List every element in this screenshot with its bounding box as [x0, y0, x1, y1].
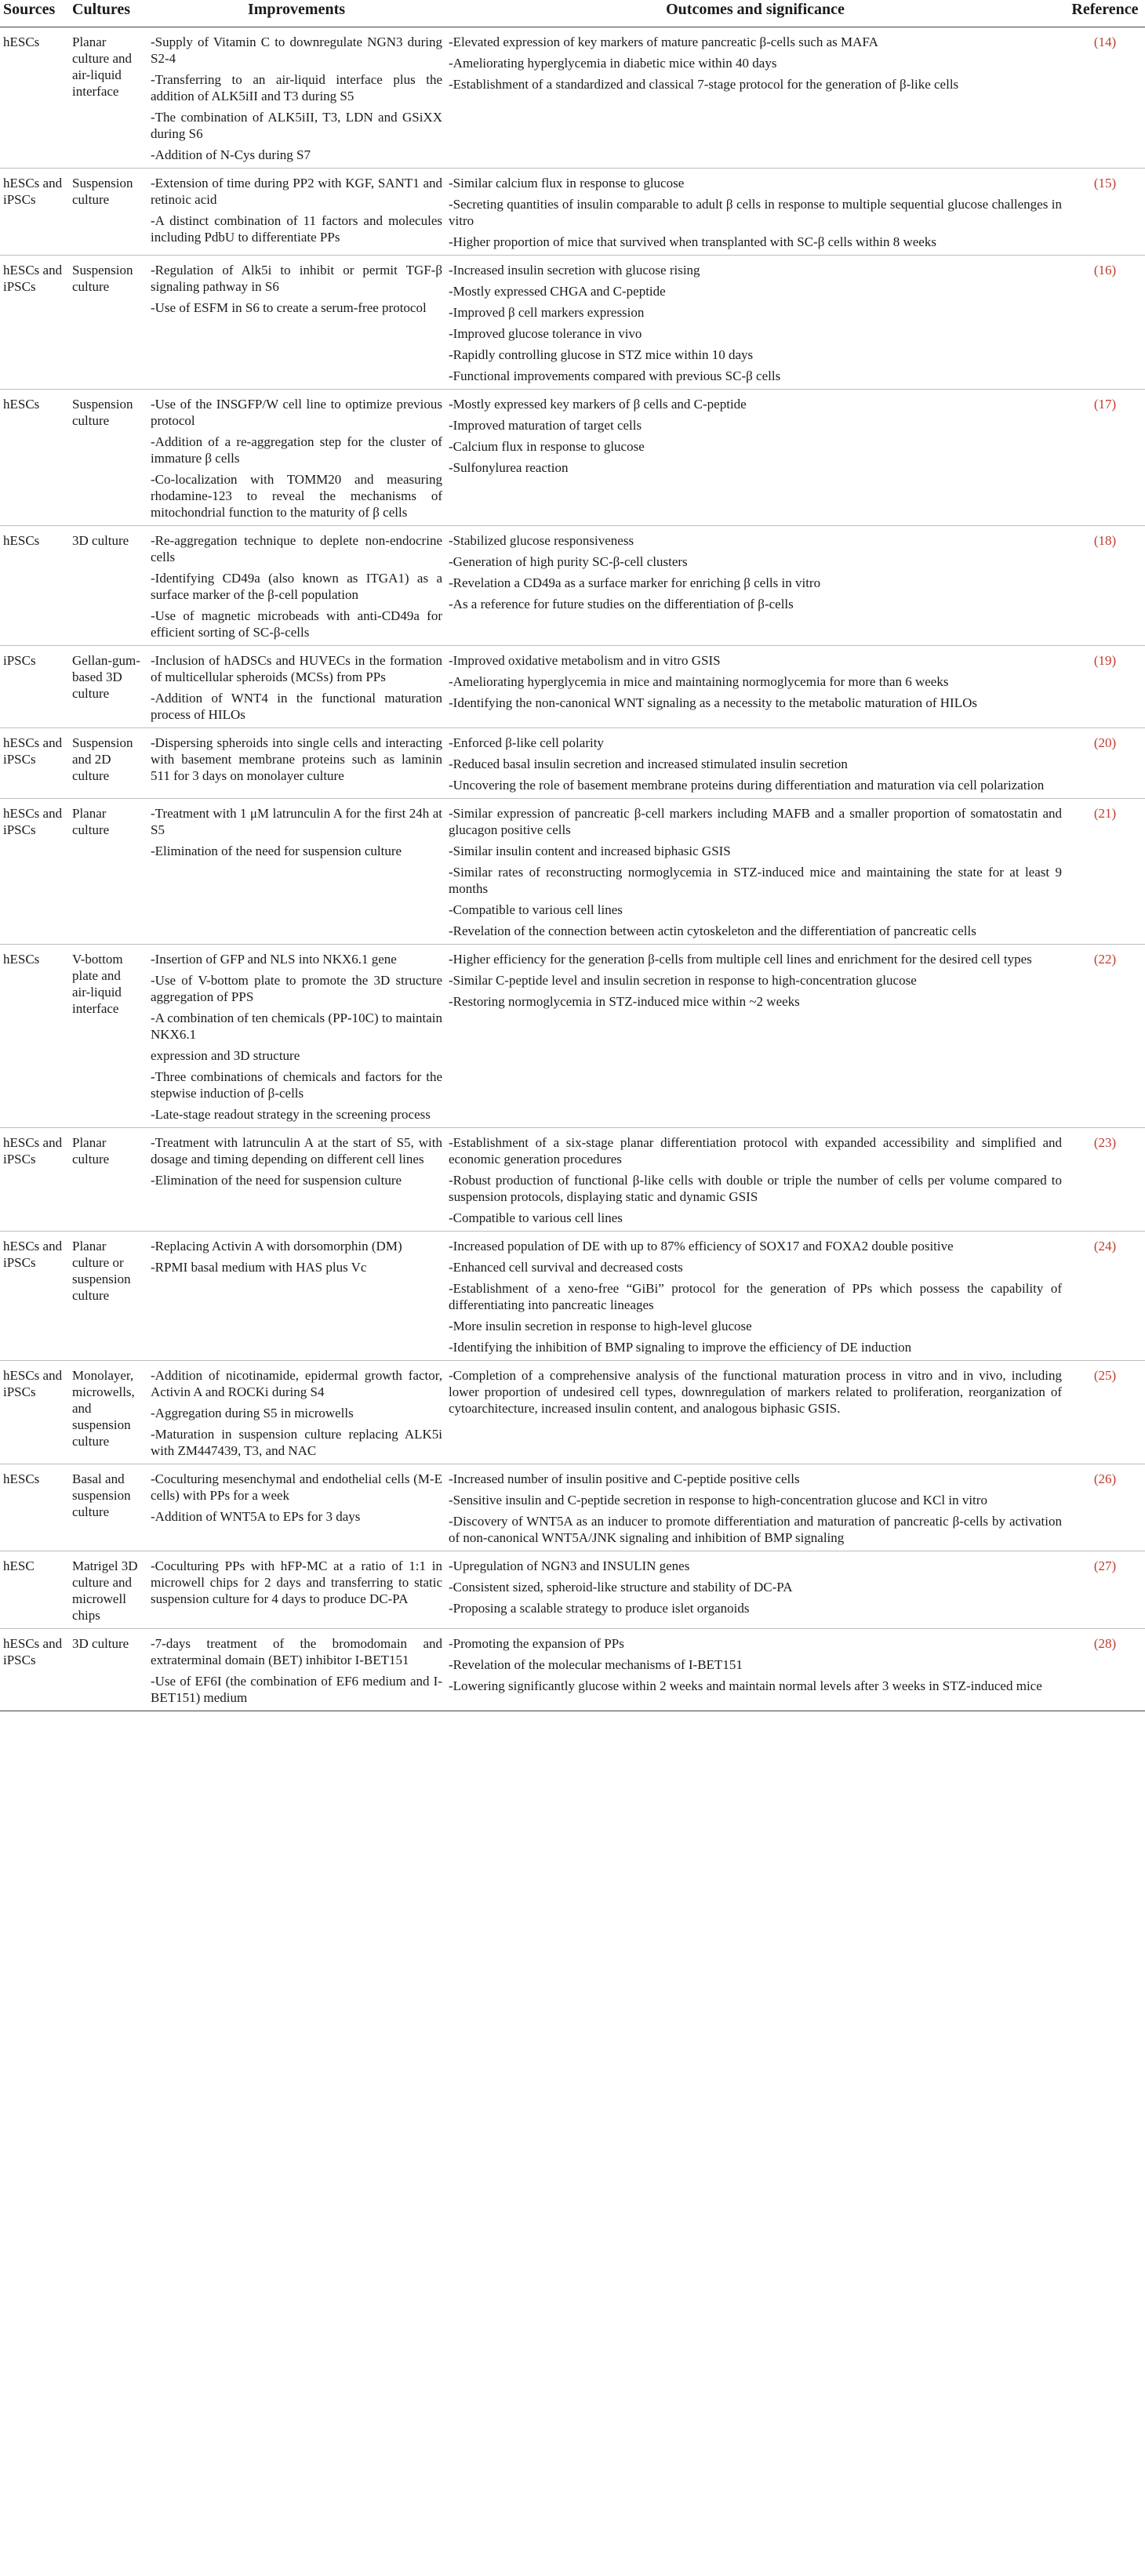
outcomes-cell: [445, 1361, 1065, 1464]
culture-cell: 3D culture: [72, 533, 129, 548]
table-row: [0, 1128, 1145, 1232]
outcome-item: -Improved glucose tolerance in vivo: [449, 326, 642, 341]
improvements-cell: [147, 1464, 445, 1551]
table-row: [0, 1232, 1145, 1361]
outcome-item: -Rapidly controlling glucose in STZ mice within 10 days: [449, 347, 754, 362]
reference-link[interactable]: (19): [1093, 653, 1117, 668]
table-row: [0, 1464, 1145, 1551]
outcome-item: -Similar insulin content and increased biphasic GSIS: [449, 844, 731, 858]
outcome-item: -Establishment of a six-stage planar differentiation protocol with expanded accessibility and simplified and economic generation procedures: [449, 1135, 1062, 1166]
source-cell: hESCs: [3, 533, 40, 548]
improvement-item: -Transferring to an air-liquid interface plus the addition of ALK5iII and T3 during S5: [151, 72, 442, 103]
improvement-item: -Treatment with 1 μM latrunculin A for the first 24h at S5: [151, 806, 442, 837]
reference-link[interactable]: (15): [1093, 176, 1117, 190]
outcome-item: -Discovery of WNT5A as an inducer to promote differentiation and maturation of pancreatic β-cells by activation of non-canonical WNT5A/JNK signaling and inhibition of BMP signaling: [449, 1514, 1062, 1545]
outcome-item: -Similar C-peptide level and insulin secretion in response to high-concentration glucose: [449, 973, 917, 988]
header-reference: Reference: [1065, 0, 1145, 27]
improvement-item: -Supply of Vitamin C to downregulate NGN3 during S2-4: [151, 34, 442, 66]
culture-cell: Planar culture or suspension culture: [72, 1239, 131, 1303]
improvements-cell: [147, 1629, 445, 1711]
improvement-item: -Replacing Activin A with dorsomorphin (DM): [151, 1239, 402, 1254]
outcome-item: -Proposing a scalable strategy to produce islet organoids: [449, 1601, 750, 1616]
improvement-item: -Use of EF6I (the combination of EF6 medium and I-BET151) medium: [151, 1674, 442, 1705]
outcome-item: -Elevated expression of key markers of mature pancreatic β-cells such as MAFA: [449, 34, 878, 49]
reference-link[interactable]: (27): [1093, 1558, 1117, 1573]
outcome-item: -Upregulation of NGN3 and INSULIN genes: [449, 1558, 690, 1573]
source-cell: hESCs: [3, 1471, 40, 1486]
improvement-item: -RPMI basal medium with HAS plus Vc: [151, 1260, 367, 1275]
improvement-item: -Use of V-bottom plate to promote the 3D structure aggregation of PPS: [151, 973, 442, 1004]
reference-link[interactable]: (21): [1093, 806, 1117, 821]
culture-cell: Planar culture and air-liquid interface: [72, 34, 132, 99]
improvement-item: -Elimination of the need for suspension culture: [151, 1173, 402, 1188]
outcome-item: -Similar rates of reconstructing normoglycemia in STZ-induced mice and maintaining the state for at least 9 months: [449, 865, 1062, 896]
table-row: [0, 1629, 1145, 1711]
improvement-item: -Late-stage readout strategy in the screening process: [151, 1107, 431, 1122]
outcome-item: -Restoring normoglycemia in STZ-induced mice within ~2 weeks: [449, 994, 800, 1009]
improvements-cell: [147, 1361, 445, 1464]
table-row: [0, 1361, 1145, 1464]
outcome-item: -Improved maturation of target cells: [449, 418, 642, 433]
outcomes-cell: [445, 1629, 1065, 1711]
source-cell: hESCs and iPSCs: [3, 735, 63, 767]
improvements-cell: [147, 1128, 445, 1232]
improvement-item: -Treatment with latrunculin A at the start of S5, with dosage and timing depending on different cell lines: [151, 1135, 442, 1166]
table-row: [0, 169, 1145, 256]
culture-cell: Suspension culture: [72, 397, 133, 428]
improvement-item: -Coculturing mesenchymal and endothelial cells (M-E cells) with PPs for a week: [151, 1471, 442, 1503]
table-row: [0, 256, 1145, 390]
outcomes-cell: [445, 526, 1065, 646]
improvement-item: -Coculturing PPs with hFP-MC at a ratio of 1:1 in microwell chips for 2 days and transferring to static suspension culture for 4 days to produce DC-PA: [151, 1558, 442, 1606]
outcome-item: -Compatible to various cell lines: [449, 902, 623, 917]
header-outcomes: Outcomes and significance: [445, 0, 1065, 27]
improvement-item: -Aggregation during S5 in microwells: [151, 1406, 354, 1420]
outcomes-cell: [445, 1551, 1065, 1629]
outcome-item: -Increased number of insulin positive and C-peptide positive cells: [449, 1471, 800, 1486]
source-cell: hESCs and iPSCs: [3, 1636, 63, 1667]
culture-cell: V-bottom plate and air-liquid interface: [72, 952, 123, 1016]
reference-link[interactable]: (20): [1093, 735, 1117, 750]
culture-cell: Planar culture: [72, 1135, 110, 1166]
header-row: [0, 0, 1145, 27]
improvements-cell: [147, 390, 445, 526]
reference-link[interactable]: (24): [1093, 1239, 1117, 1254]
outcome-item: -Increased population of DE with up to 87% efficiency of SOX17 and FOXA2 double positive: [449, 1239, 954, 1254]
source-cell: iPSCs: [3, 653, 36, 668]
culture-cell: Suspension and 2D culture: [72, 735, 133, 783]
outcome-item: -Lowering significantly glucose within 2 weeks and maintain normal levels after 3 weeks in STZ-induced mice: [449, 1678, 1042, 1693]
outcomes-cell: [445, 1128, 1065, 1232]
improvement-item: -Identifying CD49a (also known as ITGA1) as a surface marker of the β-cell population: [151, 571, 442, 602]
reference-link[interactable]: (18): [1093, 533, 1117, 548]
outcome-item: -Establishment of a standardized and classical 7-stage protocol for the generation of β-like cells: [449, 77, 959, 92]
improvement-item: -Addition of nicotinamide, epidermal growth factor, Activin A and ROCKi during S4: [151, 1368, 442, 1399]
table-header: [0, 0, 1145, 27]
outcome-item: -Compatible to various cell lines: [449, 1210, 623, 1225]
outcome-item: -Increased insulin secretion with glucose rising: [449, 263, 700, 278]
outcome-item: -Sulfonylurea reaction: [449, 460, 569, 475]
improvement-item: -Dispersing spheroids into single cells and interacting with basement membrane proteins such as laminin 511 for 3 days on monolayer culture: [151, 735, 442, 783]
outcomes-cell: [445, 169, 1065, 256]
table-row: [0, 799, 1145, 945]
improvement-item: -Use of the INSGFP/W cell line to optimize previous protocol: [151, 397, 442, 428]
improvement-item: -A combination of ten chemicals (PP-10C) to maintain NKX6.1: [151, 1010, 442, 1042]
outcomes-cell: [445, 1232, 1065, 1361]
table-row: [0, 390, 1145, 526]
outcome-item: -Ameliorating hyperglycemia in diabetic mice within 40 days: [449, 56, 777, 71]
source-cell: hESC: [3, 1558, 35, 1573]
source-cell: hESCs and iPSCs: [3, 263, 63, 294]
outcome-item: -Revelation of the molecular mechanisms of I-BET151: [449, 1657, 743, 1672]
outcomes-cell: [445, 390, 1065, 526]
outcome-item: -Identifying the inhibition of BMP signaling to improve the efficiency of DE induction: [449, 1340, 912, 1355]
improvements-cell: [147, 799, 445, 945]
header-sources: Sources: [0, 0, 69, 27]
outcome-item: -Sensitive insulin and C-peptide secretion in response to high-concentration glucose and KCl in vitro: [449, 1493, 987, 1508]
improvements-cell: [147, 256, 445, 390]
outcome-item: -Stabilized glucose responsiveness: [449, 533, 634, 548]
source-cell: hESCs: [3, 34, 40, 49]
outcome-item: -Reduced basal insulin secretion and increased stimulated insulin secretion: [449, 756, 848, 771]
source-cell: hESCs and iPSCs: [3, 1135, 63, 1166]
reference-link[interactable]: (25): [1093, 1368, 1117, 1383]
outcome-item: -Higher efficiency for the generation β-cells from multiple cell lines and enrichment for the desired cell types: [449, 952, 1032, 967]
improvement-item: expression and 3D structure: [151, 1048, 300, 1063]
improvement-item: -Inclusion of hADSCs and HUVECs in the formation of multicellular spheroids (MCSs) from PPs: [151, 653, 442, 684]
reference-link[interactable]: (26): [1093, 1471, 1117, 1486]
culture-cell: Basal and suspension culture: [72, 1471, 131, 1519]
reference-link[interactable]: (17): [1093, 397, 1117, 412]
table-body: [0, 27, 1145, 1711]
outcome-item: -Revelation a CD49a as a surface marker for enriching β cells in vitro: [449, 575, 821, 590]
table-row: [0, 526, 1145, 646]
outcome-item: -Mostly expressed CHGA and C-peptide: [449, 284, 666, 299]
improvement-item: -The combination of ALK5iII, T3, LDN and GSiXX during S6: [151, 110, 442, 141]
improvements-cell: [147, 169, 445, 256]
table-row: [0, 728, 1145, 799]
improvements-cell: [147, 27, 445, 169]
reference-link[interactable]: (16): [1093, 263, 1117, 278]
outcome-item: -Functional improvements compared with previous SC-β cells: [449, 368, 781, 383]
improvement-item: -A distinct combination of 11 factors and molecules including PdbU to differentiate PPs: [151, 213, 442, 245]
improvement-item: -Use of magnetic microbeads with anti-CD49a for efficient sorting of SC-β-cells: [151, 608, 442, 640]
culture-cell: Suspension culture: [72, 263, 133, 294]
improvements-cell: [147, 728, 445, 799]
outcomes-cell: [445, 27, 1065, 169]
source-cell: hESCs and iPSCs: [3, 1368, 63, 1399]
outcomes-cell: [445, 945, 1065, 1128]
improvement-item: -Re-aggregation technique to deplete non-endocrine cells: [151, 533, 442, 564]
outcome-item: -Improved oxidative metabolism and in vitro GSIS: [449, 653, 721, 668]
improvement-item: -Maturation in suspension culture replacing ALK5i with ZM447439, T3, and NAC: [151, 1427, 442, 1458]
improvement-item: -Co-localization with TOMM20 and measuring rhodamine-123 to reveal the mechanisms of mitochondrial function to the maturity of β cells: [151, 472, 442, 520]
improvement-item: -7-days treatment of the bromodomain and extraterminal domain (BET) inhibitor I-BET151: [151, 1636, 442, 1667]
outcome-item: -Robust production of functional β-like cells with double or triple the number of cells per volume compared to suspension protocols, displaying static and dynamic GSIS: [449, 1173, 1062, 1204]
source-cell: hESCs: [3, 397, 40, 412]
culture-cell: Suspension culture: [72, 176, 133, 207]
table-row: [0, 1551, 1145, 1629]
outcome-item: -More insulin secretion in response to high-level glucose: [449, 1319, 752, 1333]
source-cell: hESCs and iPSCs: [3, 806, 63, 837]
culture-cell: Planar culture: [72, 806, 110, 837]
reference-link[interactable]: (28): [1093, 1636, 1117, 1651]
improvement-item: -Regulation of Alk5i to inhibit or permit TGF-β signaling pathway in S6: [151, 263, 442, 294]
outcome-item: -Calcium flux in response to glucose: [449, 439, 645, 454]
improvements-cell: [147, 1232, 445, 1361]
improvement-item: -Insertion of GFP and NLS into NKX6.1 gene: [151, 952, 397, 967]
outcomes-cell: [445, 1464, 1065, 1551]
outcomes-cell: [445, 799, 1065, 945]
outcome-item: -Mostly expressed key markers of β cells and C-peptide: [449, 397, 747, 412]
table-row: [0, 945, 1145, 1128]
outcome-item: -Enforced β-like cell polarity: [449, 735, 604, 750]
source-cell: hESCs: [3, 952, 40, 967]
outcome-item: -Establishment of a xeno-free “GiBi” protocol for the generation of PPs which possess the capability of differentiating into pancreatic lineages: [449, 1281, 1062, 1312]
outcome-item: -Generation of high purity SC-β-cell clusters: [449, 554, 688, 569]
culture-cell: Gellan-gum-based 3D culture: [72, 653, 140, 701]
outcome-item: -Higher proportion of mice that survived when transplanted with SC-β cells within 8 weeks: [449, 234, 936, 249]
outcome-item: -Uncovering the role of basement membrane proteins during differentiation and maturation via cell polarization: [449, 778, 1045, 793]
outcome-item: -Similar calcium flux in response to glucose: [449, 176, 685, 190]
outcome-item: -Secreting quantities of insulin comparable to adult β cells in response to multiple sequential glucose challenges in vitro: [449, 197, 1062, 228]
reference-link[interactable]: (14): [1093, 34, 1117, 49]
improvement-item: -Addition of a re-aggregation step for the cluster of immature β cells: [151, 434, 442, 466]
culture-cell: Monolayer, microwells, and suspension culture: [72, 1368, 135, 1449]
outcome-item: -Consistent sized, spheroid-like structure and stability of DC-PA: [449, 1580, 793, 1595]
reference-link[interactable]: (23): [1093, 1135, 1117, 1150]
source-cell: hESCs and iPSCs: [3, 176, 63, 207]
culture-cell: 3D culture: [72, 1636, 129, 1651]
outcome-item: -Promoting the expansion of PPs: [449, 1636, 624, 1651]
outcomes-cell: [445, 646, 1065, 728]
improvement-item: -Addition of N-Cys during S7: [151, 147, 311, 162]
improvement-item: -Extension of time during PP2 with KGF, SANT1 and retinoic acid: [151, 176, 442, 207]
improvement-item: -Addition of WNT5A to EPs for 3 days: [151, 1509, 361, 1524]
improvement-item: -Addition of WNT4 in the functional maturation process of HILOs: [151, 691, 442, 722]
outcome-item: -Enhanced cell survival and decreased costs: [449, 1260, 683, 1275]
table-row: [0, 27, 1145, 169]
outcome-item: -Ameliorating hyperglycemia in mice and maintaining normoglycemia for more than 6 weeks: [449, 674, 949, 689]
header-improvements: Improvements: [147, 0, 445, 27]
outcomes-cell: [445, 728, 1065, 799]
outcome-item: -Revelation of the connection between actin cytoskeleton and the differentiation of pancreatic cells: [449, 923, 976, 938]
outcome-item: -Improved β cell markers expression: [449, 305, 645, 320]
improvements-cell: [147, 526, 445, 646]
culture-cell: Matrigel 3D culture and microwell chips: [72, 1558, 138, 1623]
outcome-item: -Similar expression of pancreatic β-cell markers including MAFB and a smaller proportion of somatostatin and glucagon positive cells: [449, 806, 1062, 837]
improvements-cell: [147, 945, 445, 1128]
reference-link[interactable]: (22): [1093, 952, 1117, 967]
outcomes-cell: [445, 256, 1065, 390]
outcome-item: -Identifying the non-canonical WNT signaling as a necessity to the metabolic maturation of HILOs: [449, 695, 977, 710]
outcome-item: -Completion of a comprehensive analysis of the functional maturation process in vitro and in vivo, including lower proportion of undesired cell types, downregulation of markers related to proliferation, reorganization of cytoarchitecture, increased insulin content, and analogous biphasic GSIS.: [449, 1368, 1062, 1416]
improvement-item: -Elimination of the need for suspension culture: [151, 844, 402, 858]
header-cultures: Cultures: [69, 0, 147, 27]
improvements-cell: [147, 1551, 445, 1629]
improvement-item: -Use of ESFM in S6 to create a serum-free protocol: [151, 300, 427, 315]
outcome-item: -As a reference for future studies on the differentiation of β-cells: [449, 597, 794, 611]
source-cell: hESCs and iPSCs: [3, 1239, 63, 1270]
improvement-item: -Three combinations of chemicals and factors for the stepwise induction of β-cells: [151, 1069, 442, 1101]
improvements-cell: [147, 646, 445, 728]
table-row: [0, 646, 1145, 728]
